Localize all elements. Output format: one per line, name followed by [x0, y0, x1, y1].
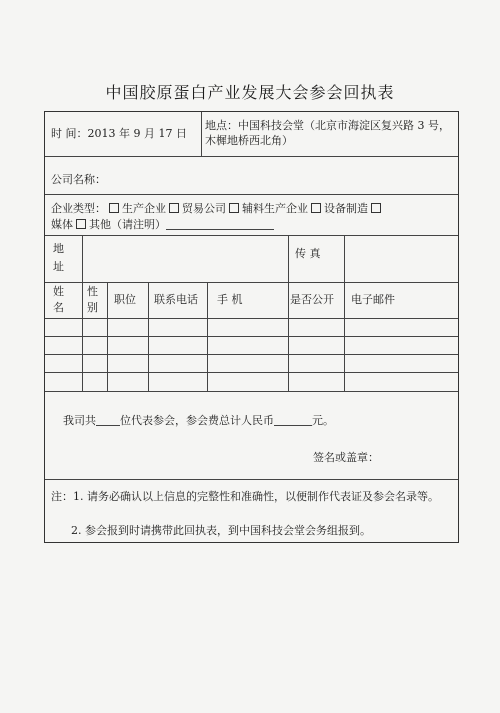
enterprise-type-line-2 — [51, 217, 274, 232]
enterprise-type-label: 企业类型： — [51, 202, 106, 215]
table-row[interactable] — [45, 373, 458, 390]
location-label: 地点： — [205, 119, 238, 132]
attendance-sentence — [63, 413, 334, 428]
time-value: 2013 年 9 月 17 日 — [87, 127, 187, 140]
other-specify-line[interactable] — [166, 218, 274, 230]
table-row[interactable] — [45, 337, 458, 354]
table-row[interactable] — [45, 319, 458, 336]
column-position: 职位 — [114, 293, 136, 306]
time-label: 时 间： — [51, 127, 88, 140]
registration-form — [44, 111, 459, 543]
fax-label: 传 真 — [295, 247, 321, 260]
form-title: 中国胶原蛋白产业发展大会参会回执表 — [105, 83, 395, 102]
attendee-count-blank[interactable] — [96, 414, 120, 426]
checkbox-equipment[interactable] — [311, 203, 321, 213]
row-divider — [45, 391, 458, 392]
fax-input[interactable] — [345, 236, 457, 281]
time-field — [51, 126, 187, 141]
option-media: 媒体 — [51, 218, 73, 231]
fee-amount-blank[interactable] — [274, 414, 312, 426]
location-field — [205, 118, 455, 148]
company-name-input[interactable] — [111, 172, 451, 187]
note-2: 2. 参会报到时请携带此回执表，到中国科技会堂会务组报到。 — [71, 524, 371, 537]
option-other: 其他（请注明） — [89, 218, 166, 231]
summary-part-1: 我司共 — [63, 414, 96, 427]
signature-label: 签名或盖章： — [313, 451, 379, 464]
checkbox-trade[interactable] — [169, 203, 179, 213]
enterprise-type-line-1 — [51, 201, 384, 216]
address-label: 地址 — [53, 242, 64, 273]
checkbox-media[interactable] — [371, 203, 381, 213]
column-gender: 性别 — [87, 285, 98, 314]
company-name-label: 公司名称： — [51, 173, 106, 186]
option-trade: 贸易公司 — [182, 202, 226, 215]
note-1: 注：1. 请务必确认以上信息的完整性和准确性，以便制作代表证及参会名录等。 — [51, 490, 439, 503]
table-row[interactable] — [45, 355, 458, 372]
col-divider — [201, 112, 202, 156]
row-divider — [45, 479, 458, 480]
checkbox-auxiliary[interactable] — [229, 203, 239, 213]
column-public: 是否公开 — [290, 293, 334, 306]
option-auxiliary: 辅料生产企业 — [242, 202, 308, 215]
option-production: 生产企业 — [122, 202, 166, 215]
column-phone: 联系电话 — [154, 293, 198, 306]
column-mobile: 手 机 — [217, 293, 243, 306]
column-email: 电子邮件 — [351, 293, 395, 306]
summary-part-2: 位代表参会，参会费总计人民币 — [120, 414, 274, 427]
address-input[interactable] — [83, 236, 287, 281]
row-divider — [45, 156, 458, 157]
column-name: 姓名 — [53, 285, 64, 314]
location-value: 中国科技会堂（北京市海淀区复兴路 3 号，木樨地桥西北角） — [205, 119, 450, 147]
row-divider — [45, 194, 458, 195]
option-equipment: 设备制造 — [324, 202, 368, 215]
checkbox-other[interactable] — [76, 219, 86, 229]
summary-part-3: 元。 — [312, 414, 334, 427]
checkbox-production[interactable] — [109, 203, 119, 213]
